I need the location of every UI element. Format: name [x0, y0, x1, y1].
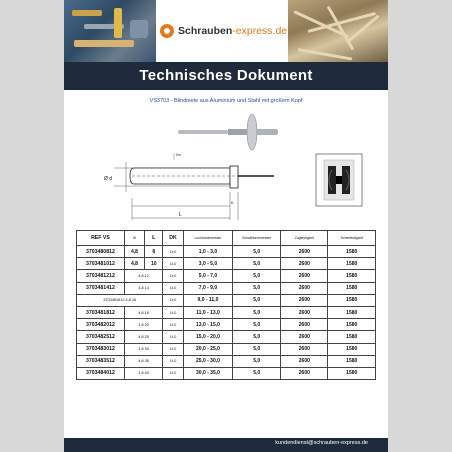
cell-shaft: 5,0 [233, 343, 281, 355]
table-row [77, 343, 376, 355]
cell-ref: 3703481212 [77, 270, 125, 282]
cell-diameter-length: 4,8 40 [124, 367, 163, 379]
cell-shear: 1580 [328, 319, 376, 331]
cell-tensile: 2600 [281, 331, 328, 343]
cell-shear: 1580 [328, 294, 376, 306]
cell-dk: 14,0 [163, 306, 183, 318]
cell-hole: 9,0 - 11,0 [183, 294, 233, 306]
cell-tensile: 2600 [281, 367, 328, 379]
cell-shear: 1580 [328, 306, 376, 318]
rivet-technical-drawing [74, 148, 284, 228]
table-row [77, 331, 376, 343]
cell-length: 8 [145, 246, 163, 258]
logo-suffix: -express.de [232, 25, 288, 37]
cell-dk: 14,0 [163, 319, 183, 331]
cell-diameter-length: 4,8 30 [124, 343, 163, 355]
cell-ref: 3703484012 [77, 367, 125, 379]
cell-diameter: 4,8 [124, 246, 144, 258]
brand-logo [160, 16, 290, 46]
cell-shear: 1580 [328, 343, 376, 355]
table-row [77, 306, 376, 318]
header-banner [64, 0, 388, 62]
specification-table [76, 230, 376, 380]
dm-label: Dm [176, 153, 181, 157]
cell-shear: 1580 [328, 282, 376, 294]
cell-diameter-length: 4,8 18 [124, 306, 163, 318]
table-row [77, 294, 376, 306]
cell-shaft: 5,0 [233, 282, 281, 294]
cell-tensile: 2600 [281, 270, 328, 282]
header-tensile: Zugfestigkeit [281, 231, 328, 246]
cell-ref: 3703482012 [77, 319, 125, 331]
header-diameter: Ø [124, 231, 144, 246]
cell-shear: 1580 [328, 246, 376, 258]
cell-hole: 1,0 - 3,0 [183, 246, 233, 258]
cell-ref: 3703481012 [77, 258, 125, 270]
cell-tensile: 2600 [281, 306, 328, 318]
cell-tensile: 2600 [281, 343, 328, 355]
table-row [77, 319, 376, 331]
cell-tensile: 2600 [281, 294, 328, 306]
cell-dk: 14,0 [163, 270, 183, 282]
cell-shear: 1580 [328, 355, 376, 367]
cell-hole: 13,0 - 15,0 [183, 319, 233, 331]
tools-photo [64, 0, 156, 62]
cell-shear: 1580 [328, 367, 376, 379]
cell-hole: 11,0 - 13,0 [183, 306, 233, 318]
cell-hole: 20,0 - 25,0 [183, 343, 233, 355]
table-row [77, 282, 376, 294]
cell-hole: 25,0 - 30,0 [183, 355, 233, 367]
cell-shaft: 5,0 [233, 258, 281, 270]
header-hole-diameter: Lochdurchmesser [183, 231, 233, 246]
cell-shaft: 5,0 [233, 270, 281, 282]
table-header-row [77, 231, 376, 246]
header-dk: DK [163, 231, 183, 246]
cell-dk: 14,0 [163, 355, 183, 367]
logo-prefix: Schrauben [178, 25, 233, 37]
cell-length: 10 [145, 258, 163, 270]
table-row [77, 367, 376, 379]
cell-hole: 7,0 - 9,0 [183, 282, 233, 294]
header-ref: REF VS [77, 231, 125, 246]
cell-shaft: 5,0 [233, 294, 281, 306]
cell-shear: 1580 [328, 270, 376, 282]
cell-tensile: 2600 [281, 258, 328, 270]
cell-dk: 14,0 [163, 294, 183, 306]
cell-shaft: 5,0 [233, 246, 281, 258]
cell-diameter-length: 4,8 35 [124, 355, 163, 367]
cell-diameter-length: 4,8 12 [124, 270, 163, 282]
cell-diameter-length: 4,8 25 [124, 331, 163, 343]
cell-tensile: 2600 [281, 355, 328, 367]
cell-hole: 15,0 - 20,0 [183, 331, 233, 343]
table-body [77, 246, 376, 380]
product-subtitle: VS3703 - Blindniete aus Aluminium und Stahl mit großem Kopf [149, 98, 303, 104]
cell-dk: 14,0 [163, 331, 183, 343]
screws-photo [288, 0, 388, 62]
cell-shaft: 5,0 [233, 319, 281, 331]
cell-shaft: 5,0 [233, 367, 281, 379]
table-row [77, 355, 376, 367]
cell-tensile: 2600 [281, 246, 328, 258]
cell-ref: 3703483512 [77, 355, 125, 367]
cell-dk: 14,0 [163, 258, 183, 270]
logo-icon [160, 24, 174, 38]
header-shaft-diameter: Schaftdurchmesser [233, 231, 281, 246]
d-label: Ø d [104, 176, 113, 182]
footer-email[interactable]: kundendienst@schrauben-express.de [275, 440, 368, 446]
cell-hole: 5,0 - 7,0 [183, 270, 233, 282]
cell-hole: 3,0 - 5,0 [183, 258, 233, 270]
cell-tensile: 2600 [281, 319, 328, 331]
cell-shaft: 5,0 [233, 331, 281, 343]
cell-ref: 3703481412 [77, 282, 125, 294]
rivet-cross-section [314, 152, 364, 208]
cell-shear: 1580 [328, 331, 376, 343]
table-row [77, 246, 376, 258]
cell-dk: 14,0 [163, 246, 183, 258]
cell-ref: 3703481812 [77, 306, 125, 318]
cell-hole: 30,0 - 35,0 [183, 367, 233, 379]
cell-ref: 3703483012 [77, 343, 125, 355]
cell-diameter-length: 4,8 20 [124, 319, 163, 331]
document-title: Technisches Dokument [64, 62, 388, 90]
cell-shaft: 5,0 [233, 355, 281, 367]
table-row [77, 270, 376, 282]
cell-ref: 3703480812 [77, 246, 125, 258]
cell-ref: 3703482512 [77, 331, 125, 343]
document-page [64, 0, 388, 452]
cell-ref-diameter-length: 3703481612 4,8 16 [77, 294, 163, 306]
cell-dk: 14,0 [163, 343, 183, 355]
table-row [77, 258, 376, 270]
cell-shaft: 5,0 [233, 306, 281, 318]
cell-diameter: 4,8 [124, 258, 144, 270]
header-shear: Scherfestigkeit [328, 231, 376, 246]
k-label: K [231, 200, 234, 205]
header-length: L [145, 231, 163, 246]
cell-tensile: 2600 [281, 282, 328, 294]
l-label: L [179, 212, 182, 218]
cell-diameter-length: 4,8 14 [124, 282, 163, 294]
footer-bar [64, 438, 388, 452]
cell-dk: 14,0 [163, 282, 183, 294]
cell-shear: 1580 [328, 258, 376, 270]
cell-dk: 14,0 [163, 367, 183, 379]
